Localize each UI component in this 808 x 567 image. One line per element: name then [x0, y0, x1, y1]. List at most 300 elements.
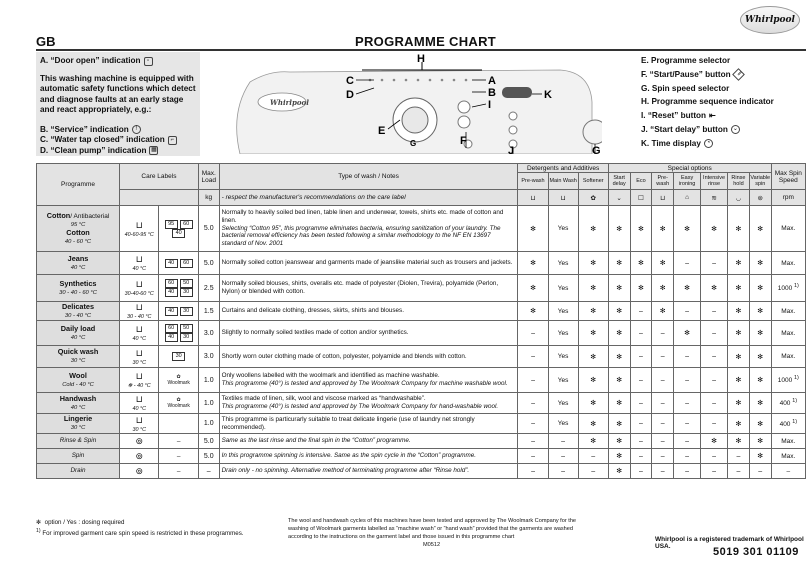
option-cell: Yes [548, 368, 578, 393]
option-cell: – [578, 449, 608, 464]
table-row [37, 449, 806, 464]
legend-f: F. “Start/Pause” button ‖ [641, 68, 774, 82]
wash-tub-icon: ⊔ [135, 414, 143, 425]
subcol-4: Eco [630, 173, 652, 190]
wash-notes: Only woollens labelled with the woolmark and identified as machine washable. This programme (40°) is tested and approved by The Woolmark Company for machine washable wool. [219, 368, 518, 393]
care-labels: – [159, 464, 198, 479]
prewash2-symbol: ⊔ [652, 190, 674, 206]
col-max-spin: Max Spin Speed [771, 164, 805, 190]
clock-icon: ◔ [704, 139, 713, 148]
programme-name: Jeans 40 °C [37, 252, 120, 275]
table-row [37, 368, 806, 393]
programme-name: Synthetics 30 - 40 - 60 °C [37, 275, 120, 302]
wash-notes: This programme is particurarly suitable to treat delicate lingerie (use of laundry net strongly recommended). [219, 414, 518, 434]
wash-notes: In this programme spinning is intensive. Same as the spin cycle in the “Cotton” programme. [219, 449, 518, 464]
option-cell: ✻ [608, 206, 630, 252]
label-d: D [346, 89, 354, 101]
option-cell: – [701, 321, 728, 346]
option-cell: – [701, 346, 728, 368]
option-cell: ✻ [749, 449, 771, 464]
option-cell: – [518, 346, 548, 368]
label-j: J [508, 145, 515, 154]
option-cell: ✻ [652, 252, 674, 275]
temp-label: 60 [180, 259, 193, 268]
svg-text:Whirlpool: Whirlpool [270, 98, 309, 107]
col-special-options: Special options [608, 164, 771, 173]
whirlpool-logo: Whirlpool [740, 6, 800, 34]
option-cell: ✻ [674, 206, 701, 252]
care-labels [159, 414, 198, 434]
care-labels [159, 346, 198, 368]
option-cell: ✻ [749, 302, 771, 321]
woolmark-icon: ✿ Woolmark [167, 374, 190, 386]
programme-name: Rinse & Spin [37, 434, 120, 449]
delay-symbol: ⌄ [608, 190, 630, 206]
page-title: PROGRAMME CHART [355, 34, 496, 49]
woolmark-icon: ✿ Woolmark [167, 397, 190, 409]
option-cell: – [630, 368, 652, 393]
option-cell: ✻ [701, 275, 728, 302]
option-cell: Yes [548, 393, 578, 414]
max-load: 1.0 [198, 414, 219, 434]
start-pause-icon: ‖ [732, 68, 745, 81]
max-spin: 1000 $^{1)}$ [771, 275, 805, 302]
table-row [37, 275, 806, 302]
option-cell: – [674, 302, 701, 321]
programme-name: Delicates 30 - 40 °C [37, 302, 120, 321]
option-cell: ✻ [674, 275, 701, 302]
table-row [37, 321, 806, 346]
subcol-0: Pre-wash [518, 173, 548, 190]
option-cell: – [674, 393, 701, 414]
max-spin: 400 $^{1)}$ [771, 393, 805, 414]
option-cell: – [674, 414, 701, 434]
table-row [37, 434, 806, 449]
max-spin: Max. [771, 302, 805, 321]
max-spin: Max. [771, 206, 805, 252]
temp-label: 40 [165, 333, 178, 342]
care-symbol: ⊔ 30 °C [120, 346, 159, 368]
care-labels [159, 252, 198, 275]
option-cell: – [518, 414, 548, 434]
col-type: Type of wash / Notes [219, 164, 518, 190]
wash-tub-icon: ⊔ [135, 347, 143, 358]
indication-box [36, 52, 200, 156]
temp-label: 95 [165, 220, 178, 229]
respect-note: - respect the manufacturer's recommendations on the care label [219, 190, 518, 206]
care-symbol: ⊔ 40 °C [120, 321, 159, 346]
option-cell: – [630, 393, 652, 414]
table-row [37, 302, 806, 321]
wash-notes: Shortly worn outer clothing made of cotton, polyester, polyamide and blends with cotton. [219, 346, 518, 368]
care-labels [159, 302, 198, 321]
care-symbol: ⊔ 30 °C [120, 414, 159, 434]
option-cell: ✻ [518, 302, 548, 321]
option-cell: ✻ [749, 434, 771, 449]
mainwash-symbol: ⊔ [548, 190, 578, 206]
table-row [37, 393, 806, 414]
max-load: 1.0 [198, 368, 219, 393]
option-cell: ✻ [728, 414, 750, 434]
option-cell: ✻ [608, 321, 630, 346]
table-row [37, 464, 806, 479]
equip-text-3: and diagnose faults at an early stage [40, 94, 184, 104]
max-spin: 1000 $^{1)}$ [771, 368, 805, 393]
option-cell: ✻ [652, 275, 674, 302]
care-labels: – [159, 434, 198, 449]
option-cell: – [548, 434, 578, 449]
tap-line: C. “Water tap closed” indication ⌐ [40, 135, 196, 146]
legend-h: H. Programme sequence indicator [641, 97, 774, 107]
option-cell: – [630, 302, 652, 321]
option-cell: – [701, 393, 728, 414]
option-cell: ✻ [608, 414, 630, 434]
wash-notes: Drain only - no spinning. Alternative method of terminating programme after “Rinse hold”. [219, 464, 518, 479]
option-cell: – [652, 321, 674, 346]
care-labels [159, 393, 198, 414]
temp-label: 40 [165, 288, 178, 297]
col-max-load: Max. Load [198, 164, 219, 190]
max-load: 3.0 [198, 346, 219, 368]
care-symbol: ⊔ 40 °C [120, 252, 159, 275]
option-cell: – [652, 464, 674, 479]
temp-label: 30 [180, 333, 193, 342]
option-cell: ✻ [728, 393, 750, 414]
max-load: 3.0 [198, 321, 219, 346]
option-cell: ✻ [578, 206, 608, 252]
option-cell: ✻ [749, 346, 771, 368]
subcol-5: Pre-wash [652, 173, 674, 190]
kg-unit: kg [198, 190, 219, 206]
service-line: B. “Service” indication ! [40, 125, 196, 136]
programme-name: Handwash 40 °C [37, 393, 120, 414]
wash-tub-icon: ⊔ [135, 279, 143, 289]
option-cell: ✻ [518, 275, 548, 302]
legend-j: J. “Start delay” button ⌄ [641, 124, 738, 134]
option-cell: ✻ [749, 275, 771, 302]
option-cell: ✻ [608, 434, 630, 449]
max-spin: 400 $^{1)}$ [771, 414, 805, 434]
option-cell: – [548, 464, 578, 479]
woolmark-note [288, 517, 618, 549]
option-cell: ✻ [630, 206, 652, 252]
max-spin: Max. [771, 449, 805, 464]
care-symbol: ⊔ ✻ - 40 °C [120, 368, 159, 393]
option-cell: – [674, 464, 701, 479]
rpm-unit: rpm [771, 190, 805, 206]
max-load: 2.5 [198, 275, 219, 302]
max-spin: – [771, 464, 805, 479]
max-load: 5.0 [198, 252, 219, 275]
water-tap-icon: ⌐ [168, 136, 177, 145]
option-cell: – [701, 252, 728, 275]
wash-tub-icon: ⊔ [135, 302, 143, 312]
option-cell: ✻ [608, 346, 630, 368]
legend-i: I. “Reset” button ⇤ [641, 109, 774, 123]
subcol-2: Softener [578, 173, 608, 190]
temp-label: 30 [180, 288, 193, 297]
subcol-1: Main Wash [548, 173, 578, 190]
option-cell: ✻ [749, 321, 771, 346]
temp-label: 60 [180, 220, 193, 229]
option-cell: ✻ [701, 434, 728, 449]
option-cell: Yes [548, 346, 578, 368]
table-row [37, 414, 806, 434]
option-cell: ✻ [518, 206, 548, 252]
max-load: – [198, 464, 219, 479]
programme-name: Drain [37, 464, 120, 479]
label-f: F [460, 135, 467, 147]
option-cell: – [578, 464, 608, 479]
option-cell: Yes [548, 414, 578, 434]
label-a: A [488, 75, 496, 87]
care-labels: – [159, 449, 198, 464]
programme-name: Daily load 40 °C [37, 321, 120, 346]
wash-notes: Normally soiled cotton jeanswear and garments made of jeanslike material such as trousers and jackets. [219, 252, 518, 275]
legend-k: K. Time display ◔ [641, 137, 774, 151]
option-cell: ✻ [608, 302, 630, 321]
footnote-star: ✻ option / Yes : dosing required [36, 519, 125, 526]
option-cell: – [728, 464, 750, 479]
option-cell: – [630, 346, 652, 368]
option-cell: Yes [548, 275, 578, 302]
equip-text-2: automatic safety functions which detect [40, 84, 196, 93]
option-cell: – [701, 414, 728, 434]
table-row [37, 252, 806, 275]
col-programme: Programme [37, 164, 120, 206]
label-g: G [592, 145, 601, 154]
option-cell: ✻ [578, 434, 608, 449]
care-symbol: ⊚ [120, 449, 159, 464]
option-cell: – [674, 368, 701, 393]
option-cell: ✻ [608, 275, 630, 302]
programme-name: Lingerie 30 °C [37, 414, 120, 434]
option-cell: ✻ [728, 275, 750, 302]
legend-e: E. Programme selector [641, 56, 731, 65]
option-cell: – [674, 252, 701, 275]
temp-label: 60 [165, 279, 178, 288]
trademark-note: Whirlpool is a registered trademark of Whirlpool USA. [655, 536, 804, 550]
wash-tub-icon: ⊔ [135, 371, 143, 381]
care-symbols-header [120, 190, 199, 206]
option-cell: ✻ [652, 206, 674, 252]
option-cell: – [674, 434, 701, 449]
start-delay-icon: ⌄ [732, 126, 738, 133]
label-k: K [544, 89, 552, 101]
max-load: 1.5 [198, 302, 219, 321]
temp-label: 50 [180, 279, 193, 288]
option-cell: – [518, 393, 548, 414]
option-cell: ✻ [578, 414, 608, 434]
option-cell: – [749, 464, 771, 479]
door-open-line: A. “Door open” indication ▫ [40, 56, 196, 67]
option-cell: – [518, 464, 548, 479]
intensive-symbol: ≋ [701, 190, 728, 206]
option-cell: ✻ [630, 252, 652, 275]
subcol-8: Rinse hold [728, 173, 750, 190]
option-cell: Yes [548, 302, 578, 321]
option-cell: ✻ [728, 368, 750, 393]
temp-label: 50 [180, 324, 193, 333]
option-cell: ✻ [630, 275, 652, 302]
programme-name: Spin [37, 449, 120, 464]
softener-symbol: ✿ [578, 190, 608, 206]
wash-notes: Same as the last rinse and the final spin in the “Cotton” programme. [219, 434, 518, 449]
programme-name: Cotton/ Antibacterial 95 °C Cotton 40 - 60 °C [37, 206, 120, 252]
equip-text-1: This washing machine is equipped with [40, 73, 194, 83]
option-cell: – [630, 434, 652, 449]
option-cell: ✻ [728, 321, 750, 346]
prewash-symbol: ⊔ [518, 190, 548, 206]
programme-name: Quick wash 30 °C [37, 346, 120, 368]
temp-label: 40 [165, 307, 178, 316]
option-cell: – [652, 368, 674, 393]
pump-icon: ▦ [151, 147, 157, 154]
wash-tub-icon: ⊔ [135, 394, 143, 404]
country-code: GB [36, 34, 56, 49]
option-cell: – [674, 449, 701, 464]
temp-label: 40 [165, 259, 178, 268]
max-load: 5.0 [198, 434, 219, 449]
care-labels [159, 206, 198, 252]
option-cell: Yes [548, 321, 578, 346]
option-cell: Yes [548, 252, 578, 275]
label-e: E [378, 125, 386, 137]
option-cell: ✻ [749, 206, 771, 252]
max-spin: Max. [771, 321, 805, 346]
subcol-7: Intensive rinse [701, 173, 728, 190]
option-cell: – [701, 464, 728, 479]
wash-notes: Curtains and delicate clothing, dresses, skirts, shirts and blouses. [219, 302, 518, 321]
option-cell: Yes [548, 206, 578, 252]
programme-table [36, 163, 806, 513]
rinsehold-symbol: ◡ [728, 190, 750, 206]
wash-tub-icon: ⊔ [135, 324, 143, 334]
option-cell: – [701, 449, 728, 464]
legend-g: G. Spin speed selector [641, 83, 730, 93]
option-cell: ✻ [728, 252, 750, 275]
subcol-3: Start delay [608, 173, 630, 190]
woolmark-line-1: The wool and handwash cycles of this machines have been tested and approved by The Woolmark Company for the [288, 518, 577, 524]
care-symbol: ⊔ 30 - 40 °C [120, 302, 159, 321]
label-i: I [488, 99, 492, 111]
option-cell: – [630, 414, 652, 434]
option-cell: – [518, 434, 548, 449]
option-cell: – [652, 346, 674, 368]
part-number: 5019 301 01109 [713, 546, 799, 558]
header-rule [36, 49, 806, 51]
option-cell: ✻ [518, 252, 548, 275]
option-cell: – [630, 449, 652, 464]
woolmark-line-2: washing of Woolmark garments labelled as “machine wash” or “hand wash” provided that the garments are washed [288, 526, 574, 532]
care-symbol: ⊔ 30-40-60 °C [120, 275, 159, 302]
temp-label: 30 [172, 352, 185, 361]
option-cell: – [518, 368, 548, 393]
max-load: 5.0 [198, 449, 219, 464]
col-detergents: Detergents and Additives [518, 164, 608, 173]
wash-tub-icon: ⊔ [135, 219, 143, 230]
table-row [37, 346, 806, 368]
spin-symbol: ⊚ [749, 190, 771, 206]
option-cell: ✻ [608, 252, 630, 275]
option-cell: ✻ [578, 346, 608, 368]
option-cell: – [630, 464, 652, 479]
label-b: B [488, 87, 496, 99]
eco-symbol: ☐ [630, 190, 652, 206]
option-cell: ✻ [749, 393, 771, 414]
option-cell: – [548, 449, 578, 464]
label-g-dial: G [410, 139, 417, 148]
option-cell: – [652, 414, 674, 434]
option-cell: – [728, 449, 750, 464]
option-cell: – [518, 449, 548, 464]
wash-notes: Slightly to normally soiled textiles made of cotton and/or synthetics. [219, 321, 518, 346]
option-cell: ✻ [674, 321, 701, 346]
woolmark-line-3: according to the instructions on the garment label and those issued in this programme chart [288, 534, 515, 540]
option-cell: ✻ [701, 206, 728, 252]
footnotes [36, 518, 244, 538]
option-cell: ✻ [608, 464, 630, 479]
option-cell: – [652, 393, 674, 414]
option-cell: ✻ [578, 302, 608, 321]
option-cell: ✻ [578, 368, 608, 393]
temp-label: 40 [172, 229, 185, 238]
service-icon: ! [132, 125, 141, 134]
option-cell: ✻ [728, 206, 750, 252]
care-symbol: ⊔ 40-60-95 °C [120, 206, 159, 252]
max-spin: Max. [771, 252, 805, 275]
equip-text-4: and react appropriately, e.g.: [40, 105, 152, 114]
control-legend [641, 54, 774, 151]
option-cell: ✻ [652, 302, 674, 321]
lock-icon: ▫ [144, 57, 153, 66]
option-cell: ✻ [749, 368, 771, 393]
col-care-labels: Care Labels [120, 164, 199, 190]
wash-notes: Textiles made of linen, silk, wool and viscose marked as “handwashable”. This programme (40°) is tested and approved by The Woolmark Company for hand-washable wool. [219, 393, 518, 414]
max-spin: Max. [771, 346, 805, 368]
option-cell: ✻ [608, 449, 630, 464]
option-cell: ✻ [578, 393, 608, 414]
option-cell: ✻ [578, 252, 608, 275]
label-c: C [346, 75, 354, 87]
care-symbol: ⊚ [120, 434, 159, 449]
wash-notes: Normally to heavily soiled bed linen, table linen and underwear, towels, shirts etc. made of cotton and linen. Selecting “Cotton 95”, this programme eliminates bacteria, ensuring sanitization of your laundry. The bacterial removal efficiency has been tested following a similar methodology to the NF EN 13697 standard of Nov. 2001 [219, 206, 518, 252]
option-cell: – [701, 302, 728, 321]
subcol-9: Variable spin [749, 173, 771, 190]
option-cell: – [701, 368, 728, 393]
programme-name: Wool Cold - 40 °C [37, 368, 120, 393]
subcol-6: Easy ironing [674, 173, 701, 190]
temp-label: 60 [165, 324, 178, 333]
option-cell: – [652, 434, 674, 449]
doc-code: M0512 [423, 542, 441, 548]
option-cell: ✻ [578, 321, 608, 346]
option-cell: – [674, 346, 701, 368]
care-labels [159, 321, 198, 346]
option-cell: – [630, 321, 652, 346]
care-symbol: ⊔ 40 °C [120, 393, 159, 414]
footnote-1: $^{1)}$ For improved garment care spin speed is restricted in these programmes. [36, 528, 244, 538]
option-cell: ✻ [608, 393, 630, 414]
control-panel-diagram [210, 52, 602, 154]
option-cell: ✻ [728, 302, 750, 321]
option-cell: ✻ [728, 434, 750, 449]
max-load: 5.0 [198, 206, 219, 252]
option-cell: ✻ [749, 414, 771, 434]
max-spin: Max. [771, 434, 805, 449]
ironing-symbol: ⌂ [674, 190, 701, 206]
label-h: H [417, 53, 425, 65]
